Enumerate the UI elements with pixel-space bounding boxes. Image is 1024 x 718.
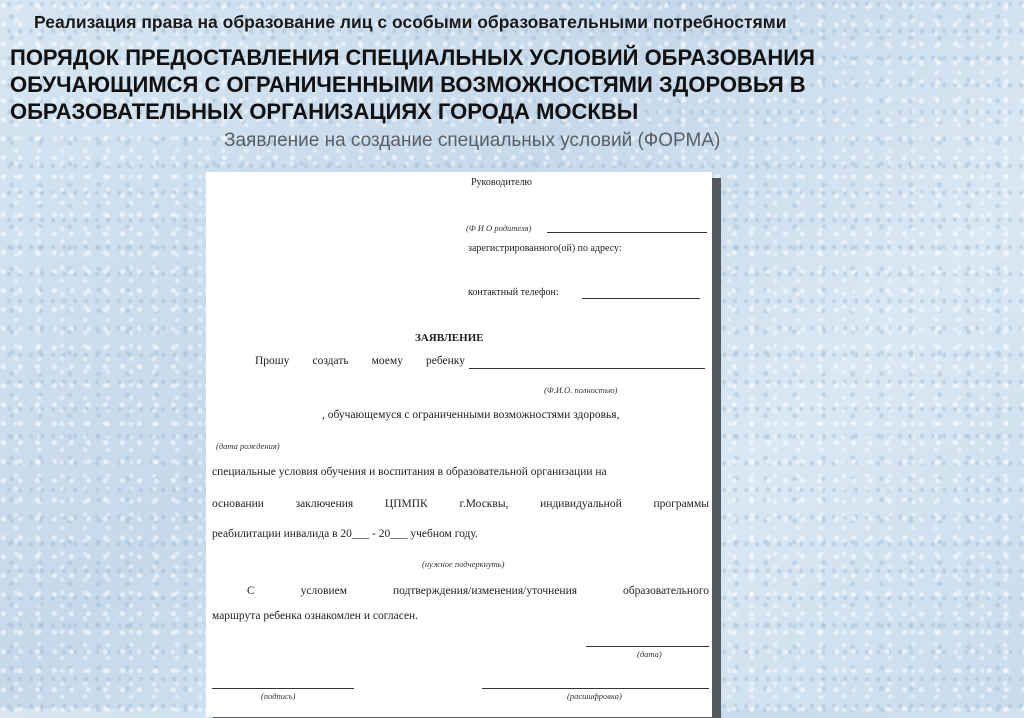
decode-line xyxy=(482,688,709,689)
title-line: ПОРЯДОК ПРЕДОСТАВЛЕНИЯ СПЕЦИАЛЬНЫХ УСЛОВИЙ ОБРАЗОВАНИЯ xyxy=(10,45,815,70)
parent-fio-line xyxy=(547,232,707,233)
title-line: ОБУЧАЮЩИМСЯ С ОГРАНИЧЕННЫМИ ВОЗМОЖНОСТЯМИ ЗДОРОВЬЯ В xyxy=(10,72,806,97)
child-fio-hint: (Ф.И.О. полностью) xyxy=(544,385,618,395)
condition-word: условием xyxy=(300,585,347,597)
underline-hint: (нужное подчеркнуть) xyxy=(422,559,505,569)
parent-fio-label: (Ф И О родителя) xyxy=(466,223,532,233)
signature-hint: (подпись) xyxy=(261,691,296,701)
condition-word: образовательного xyxy=(623,585,709,597)
body-line-1: специальные условия обучения и воспитания в образовательной организации на xyxy=(212,466,607,478)
title-line: ОБРАЗОВАТЕЛЬНЫХ ОРГАНИЗАЦИЯХ ГОРОДА МОСКВЫ xyxy=(10,99,639,124)
body-word: программы xyxy=(653,498,709,510)
birth-date-hint: (дата рождения) xyxy=(216,441,280,451)
form-addressee: Руководителю xyxy=(471,177,532,188)
condition-line-2: маршрута ребенка ознакомлен и согласен. xyxy=(212,610,419,622)
contact-phone-line xyxy=(582,298,700,299)
body-word: заключения xyxy=(295,498,354,510)
slide-title xyxy=(10,44,1010,125)
body-word: г.Москвы, xyxy=(459,498,509,510)
child-fio-line xyxy=(469,368,705,369)
body-word: основании xyxy=(212,498,264,510)
form-caption: Заявление на создание специальных условий (ФОРМА) xyxy=(224,130,721,151)
date-line xyxy=(586,646,709,647)
registered-address-label: зарегистрированного(ой) по адресу: xyxy=(468,243,622,254)
body-line-3: реабилитации инвалида в 20___ - 20___ учебном году. xyxy=(212,528,478,540)
contact-phone-label: контактный телефон: xyxy=(468,287,559,298)
decode-hint: (расшифровка) xyxy=(567,691,622,701)
date-hint: (дата) xyxy=(637,649,662,659)
learner-text: , обучающемуся с ограниченными возможностями здоровья, xyxy=(322,409,620,421)
application-form-document xyxy=(206,172,712,717)
request-word: ребенку xyxy=(426,355,465,367)
form-heading: ЗАЯВЛЕНИЕ xyxy=(415,332,484,344)
request-word: создать xyxy=(312,355,349,367)
signature-line xyxy=(212,688,354,689)
body-line-2 xyxy=(212,498,709,510)
request-line xyxy=(255,355,465,367)
condition-word: подтверждения/изменения/уточнения xyxy=(392,585,578,597)
condition-line-1 xyxy=(247,585,709,597)
request-word: моему xyxy=(371,355,403,367)
body-word: индивидуальной xyxy=(540,498,622,510)
condition-word: С xyxy=(247,585,255,597)
body-word: ЦПМПК xyxy=(384,498,428,510)
request-word: Прошу xyxy=(255,355,290,367)
slide-subtitle: Реализация права на образование лиц с особыми образовательными потребностями xyxy=(34,12,787,32)
